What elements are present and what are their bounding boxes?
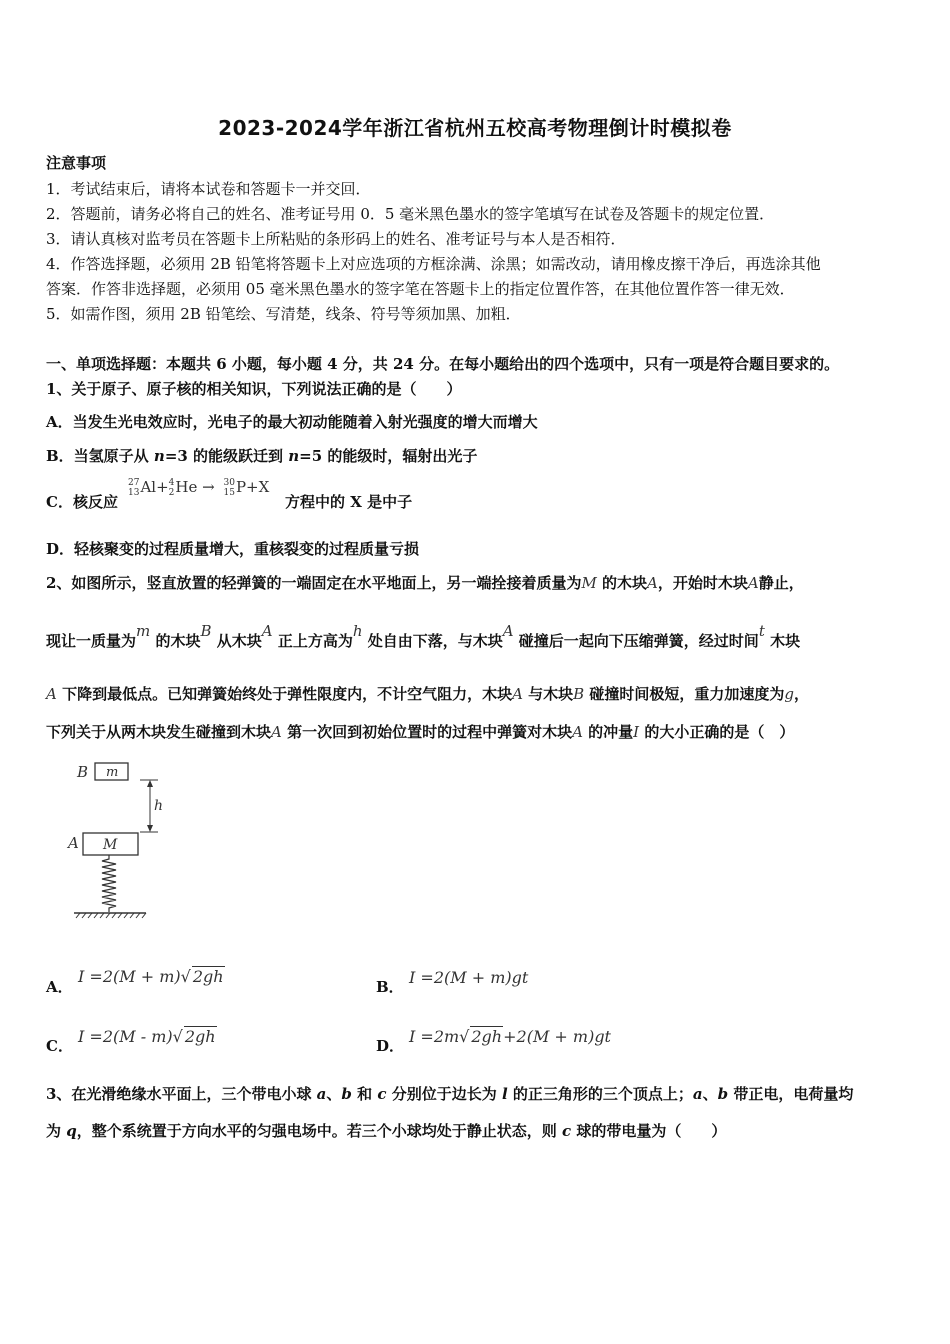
q3-l1-d: 分别位于边长为	[386, 1085, 502, 1103]
q1-option-b	[46, 445, 477, 466]
var-B: B	[200, 622, 212, 640]
q2-option-d-label	[376, 1035, 404, 1056]
q2-option-b-formula: I =2(M + m)gt	[409, 968, 529, 987]
q3-l1-g: 带正电，电荷量均	[728, 1085, 854, 1103]
var-A: A	[572, 723, 583, 741]
q2-d-expr2: +2(M + m)gt	[503, 1027, 611, 1046]
var-A: A	[512, 685, 523, 703]
sqrt-icon: √	[459, 1027, 470, 1046]
q3-l1-c: 和	[351, 1085, 378, 1103]
p-mass: 30	[223, 478, 235, 488]
fig-label-A: A	[68, 834, 79, 852]
page-title: 2023-2024学年浙江省杭州五校高考物理倒计时模拟卷	[218, 116, 732, 140]
q3-line-2	[46, 1120, 726, 1141]
q3-l2-c: 球的带电量为（ ）	[571, 1122, 727, 1140]
spring	[102, 855, 116, 912]
var-M: M	[581, 574, 597, 592]
q2-option-a-label	[46, 976, 73, 997]
q2-d-radicand: 2gh	[471, 1027, 503, 1046]
q2-option-c-formula	[78, 1026, 217, 1046]
var-A: A	[502, 622, 514, 640]
q2-line-2	[46, 622, 801, 651]
var-a: a	[692, 1085, 703, 1103]
q1-stem: 1、关于原子、原子核的相关知识，下列说法正确的是（ ）	[46, 380, 462, 398]
sqrt-icon: √	[172, 1027, 183, 1046]
q2-d-label: D．	[376, 1037, 405, 1055]
q2-a-label: A．	[46, 978, 73, 996]
q2-l4-c: 的冲量	[582, 723, 634, 741]
he-symbol: He	[175, 478, 198, 496]
var-b: b	[717, 1085, 729, 1103]
fig-label-B: B	[77, 763, 89, 781]
fig-label-h: h	[154, 798, 164, 814]
q2-l1-d: 静止，	[758, 574, 804, 592]
q2-option-a-formula	[78, 966, 225, 986]
arrow-icon: →	[202, 478, 215, 496]
q3-l1-a: 3、在光滑绝缘水平面上，三个带电小球	[46, 1085, 317, 1103]
q2-b-label: B．	[376, 978, 404, 996]
var-B: B	[573, 685, 585, 703]
al-numbers	[128, 478, 139, 498]
fig-label-M: M	[103, 837, 118, 853]
al-z: 13	[128, 488, 140, 498]
var-h: h	[352, 622, 363, 640]
q1-b-pre: B．当氢原子从	[46, 447, 154, 465]
q2-option-d-formula	[409, 1026, 611, 1046]
q2-l2-a: 现让一质量为	[46, 632, 137, 650]
he-numbers	[169, 478, 175, 498]
q2-c-label: C．	[46, 1037, 73, 1055]
note-item-1: 1．考试结束后，请将本试卷和答题卡一并交回．	[46, 180, 371, 198]
q2-l2-e: 处自由下落，与木块	[362, 632, 503, 650]
q1-b-mid: =3 的能级跃迁到	[164, 447, 289, 465]
q1-b-n1: n	[153, 447, 165, 465]
section-1-heading: 一、单项选择题：本题共 6 小题，每小题 4 分，共 24 分。在每小题给出的四个选项中，只有一项是符合题目要求的。	[46, 355, 840, 373]
q2-l3-a: 下降到最低点。已知弹簧始终处于弹性限度内，不计空气阻力，木块	[56, 685, 513, 703]
var-A: A	[747, 574, 759, 592]
var-t: t	[758, 622, 765, 640]
q1-option-c-label: C．核反应	[46, 493, 118, 511]
q3-l1-f: 、	[702, 1085, 718, 1103]
var-l: l	[501, 1085, 508, 1103]
var-m: m	[136, 622, 151, 640]
q2-l4-a: 下列关于从两木块发生碰撞到木块	[46, 723, 272, 741]
q1-option-d: D．轻核聚变的过程质量增大，重核裂变的过程质量亏损	[46, 540, 420, 558]
note-item-5: 5．如需作图，须用 2B 铅笔绘、写清楚，线条、符号等须加黑、加粗．	[46, 305, 521, 323]
var-A: A	[647, 574, 658, 592]
q2-l4-b: 第一次回到初始位置时的过程中弹簧对木块	[281, 723, 573, 741]
q3-l2-b: ，整个系统置于方向水平的匀强电场中。若三个小球均处于静止状态，则	[76, 1122, 562, 1140]
spring-block-figure	[60, 755, 170, 925]
arrow-up-icon	[147, 780, 153, 787]
q1-b-n2: n	[288, 447, 300, 465]
p-z: 15	[223, 488, 235, 498]
q1-option-a: A．当发生光电效应时，光电子的最大初动能随着入射光强度的增大而增大	[46, 413, 538, 431]
q3-l1-b: 、	[326, 1085, 342, 1103]
q2-l2-f: 碰撞后一起向下压缩弹簧，经过时间	[513, 632, 759, 650]
q2-d-expr1: I =2m	[409, 1027, 460, 1046]
q2-c-expr: I =2(M - m)	[78, 1027, 173, 1046]
note-item-3: 3．请认真核对监考员在答题卡上所粘贴的条形码上的姓名、准考证号与本人是否相符．	[46, 230, 626, 248]
var-g: g	[784, 685, 795, 703]
q2-l2-g: 木块	[764, 632, 801, 650]
q2-line-4	[46, 721, 794, 742]
q1-nuclear-equation	[128, 478, 269, 498]
al-symbol: Al+	[140, 478, 169, 496]
var-a: a	[316, 1085, 327, 1103]
q2-l1-c: ，开始时木块	[657, 574, 748, 592]
q2-l1-b: 的木块	[596, 574, 648, 592]
q2-l3-c: 碰撞时间极短，重力加速度为	[584, 685, 785, 703]
var-A: A	[271, 723, 282, 741]
ground-hatching	[76, 913, 146, 918]
q3-l1-e: 的正三角形的三个顶点上；	[507, 1085, 693, 1103]
var-I: I	[633, 723, 640, 741]
q2-l1-a: 2、如图所示，竖直放置的轻弹簧的一端固定在水平地面上，另一端拴接着质量为	[46, 574, 582, 592]
note-item-4-cont: 答案．作答非选择题，必须用 05 毫米黑色墨水的签字笔在答题卡上的指定位置作答，在其他位置作答一律无效．	[46, 280, 795, 298]
note-item-4: 4．作答选择题，必须用 2B 铅笔将答题卡上对应选项的方框涂满、涂黑；如需改动，请用橡皮擦干净后，再选涂其他	[46, 255, 821, 273]
note-item-2: 2．答题前，请务必将自己的姓名、准考证号用 0．5 毫米黑色墨水的签字笔填写在试卷及答题卡的规定位置．	[46, 205, 775, 223]
var-c: c	[377, 1085, 387, 1103]
var-A: A	[261, 622, 273, 640]
var-A: A	[46, 685, 57, 703]
he-mass: 4	[168, 478, 175, 488]
q2-l3-d: ，	[794, 685, 810, 703]
arrow-down-icon	[147, 825, 153, 832]
q2-option-c-label	[46, 1035, 73, 1056]
q3-l2-a: 为	[46, 1122, 67, 1140]
q2-line-1	[46, 572, 804, 593]
q2-l2-d: 正上方高为	[272, 632, 353, 650]
q3-line-1	[46, 1083, 853, 1104]
q2-l2-b: 的木块	[150, 632, 201, 650]
q2-l2-c: 从木块	[211, 632, 262, 650]
he-z: 2	[168, 488, 175, 498]
fig-label-m: m	[106, 765, 119, 780]
al-mass: 27	[128, 478, 140, 488]
q2-line-3	[46, 683, 809, 704]
q2-c-radicand: 2gh	[184, 1027, 216, 1046]
q2-l3-b: 与木块	[522, 685, 574, 703]
q2-a-expr: I =2(M + m)	[78, 967, 181, 986]
var-b: b	[341, 1085, 352, 1103]
var-q: q	[66, 1122, 77, 1140]
notes-heading: 注意事项	[46, 154, 107, 172]
q2-a-radicand: 2gh	[192, 967, 224, 986]
q2-l4-d: 的大小正确的是（ ）	[639, 723, 795, 741]
q1-b-post: =5 的能级时，辐射出光子	[299, 447, 478, 465]
q2-option-b-label	[376, 976, 404, 997]
q1-option-c-text: 方程中的 X 是中子	[285, 493, 413, 511]
sqrt-icon: √	[180, 967, 191, 986]
p-symbol: P+X	[235, 478, 270, 496]
p-numbers	[224, 478, 235, 498]
var-c: c	[561, 1122, 572, 1140]
